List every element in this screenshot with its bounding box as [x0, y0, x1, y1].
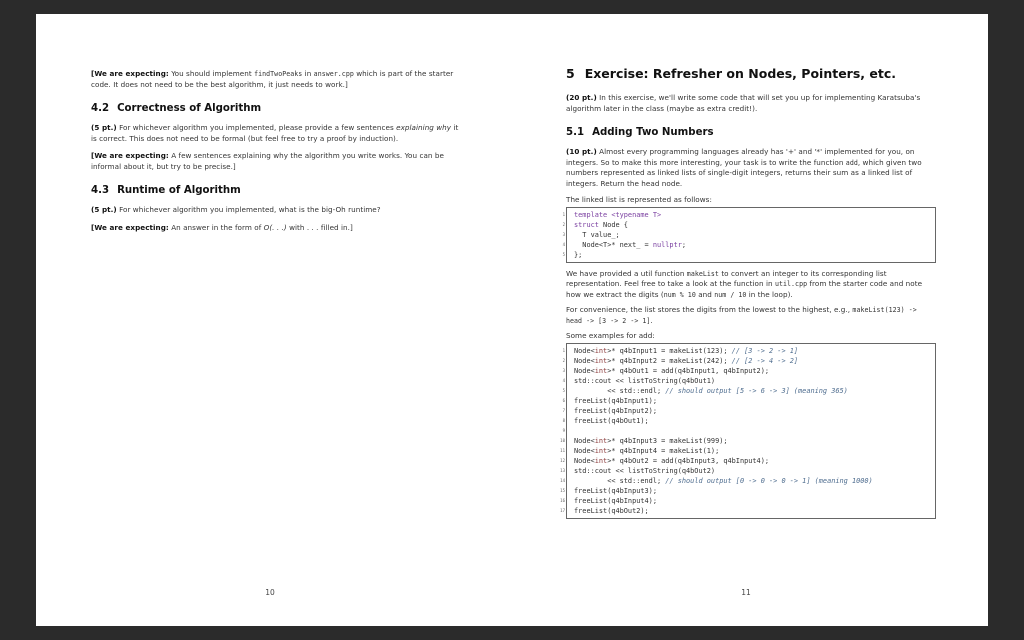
page-number: 10	[265, 588, 275, 597]
code-line	[560, 506, 931, 516]
line-number: 3	[562, 367, 565, 373]
code-token: Node<	[574, 436, 595, 445]
function-name-add: add	[845, 158, 858, 167]
section-heading-5: 5 Exercise: Refresher on Nodes, Pointers, etc.	[566, 66, 896, 81]
paragraph-makelist-util: We have provided a util function makeList to convert an integer to its corresponding list representation. Feel free to take a look at the function in util.cpp from the starter code and note how we extract the digits (num % 10 and num / 10 in the loop).	[566, 268, 923, 299]
points-label: (5 pt.)	[91, 123, 117, 132]
line-number: 16	[560, 497, 565, 503]
code-line	[562, 416, 931, 426]
code-token: freeList(q4bInput2);	[574, 406, 657, 415]
code-token: Node<	[574, 456, 595, 465]
expectation-note-findtwopeaks: [We are expecting: You should implement findTwoPeaks in answer.cpp which is part of the starter code. It does not need to be the best algorithm, it just needs to work.]	[91, 69, 454, 89]
code-token: // should output [0 -> 0 -> 0 -> 1] (meaning 1000)	[665, 476, 873, 485]
line-number: 9	[562, 427, 565, 433]
function-name-makelist: makeList	[686, 269, 719, 278]
code-token: freeList(q4bOut1);	[574, 416, 649, 425]
line-number: 8	[562, 417, 565, 423]
code-token: freeList(q4bInput4);	[574, 496, 657, 505]
expectation-note-correctness: [We are expecting: A few sentences explaining why the algorithm you write works. You can be informal about it, but try to be precise.]	[91, 151, 444, 171]
code-token: int	[594, 446, 608, 455]
line-number: 1	[562, 347, 565, 353]
examples-intro: Some examples for add:	[566, 331, 655, 340]
code-token: Node<	[574, 346, 595, 355]
code-line	[562, 240, 931, 250]
document-spread	[36, 14, 988, 626]
code-line	[562, 220, 931, 230]
line-number: 4	[562, 241, 565, 247]
code-token: std::cout << listToString(q4bOut2)	[574, 466, 716, 475]
code-line	[562, 250, 931, 260]
section-heading-4-3: 4.3 Runtime of Algorithm	[91, 185, 241, 196]
code-line	[562, 426, 931, 436]
right-column	[560, 66, 936, 525]
left-column	[91, 69, 463, 233]
code-line	[560, 436, 931, 446]
line-number: 5	[562, 251, 565, 257]
code-token: std::cout << listToString(q4bOut1)	[574, 376, 716, 385]
line-number: 11	[560, 447, 565, 453]
code-line	[562, 406, 931, 416]
filename-util-cpp: util.cpp	[774, 280, 808, 288]
code-token: int	[594, 346, 608, 355]
code-line	[562, 230, 931, 240]
page-left	[36, 14, 512, 626]
code-line	[562, 346, 931, 356]
code-token: freeList(q4bOut2);	[574, 506, 649, 515]
code-token: // [3 -> 2 -> 1]	[731, 346, 799, 355]
code-token: >* q4bInput1 = makeList(123);	[607, 346, 732, 355]
line-number: 5	[562, 387, 565, 393]
linked-list-intro: The linked list is represented as follows:	[566, 195, 712, 204]
filename-answer-cpp: answer.cpp	[313, 70, 354, 78]
code-token: << std::endl;	[574, 476, 666, 485]
example-makelist: makeList(123) -> head -> [3 -> 2 -> 1]	[566, 306, 917, 325]
code-line	[560, 456, 931, 466]
paragraph-intro: (20 pt.) In this exercise, we'll write some code that will set you up for implementing Karatsuba's algorithm later in the class (maybe as extra credit!).	[566, 93, 921, 113]
line-number: 4	[562, 377, 565, 383]
code-token: nullptr	[652, 240, 682, 249]
code-line	[562, 396, 931, 406]
line-number: 2	[562, 221, 565, 227]
code-token: >* q4bInput2 = makeList(242);	[607, 356, 732, 365]
code-token: ;	[681, 240, 687, 249]
expecting-label: [We are expecting:	[91, 222, 169, 232]
line-number: 12	[560, 457, 565, 463]
section-heading-4-2: 4.2 Correctness of Algorithm	[91, 103, 262, 114]
code-token: >* q4bOut1 = add(q4bInput1, q4bInput2);	[607, 366, 769, 375]
code-token: >* q4bInput3 = makeList(999);	[607, 436, 728, 445]
code-token: Node<	[574, 366, 595, 375]
code-token: int	[594, 436, 608, 445]
code-token: // [2 -> 4 -> 2]	[731, 356, 799, 365]
section-heading-5-1: 5.1 Adding Two Numbers	[566, 127, 714, 138]
code-block-add-examples	[560, 343, 936, 519]
code-line	[560, 496, 931, 506]
code-line	[560, 466, 931, 476]
paragraph-adding-two-numbers: (10 pt.) Almost every programming languages already has '+' and '*' implemented for you, on integers. So to make this more interesting, your task is to write the function add, which given two numbers represented as linked lists of single-digit integers, returns their sum as a linked list of integers. Return the head node.	[566, 147, 922, 188]
code-token: >* q4bOut2 = add(q4bInput3, q4bInput4);	[607, 456, 769, 465]
points-label: (10 pt.)	[566, 147, 597, 156]
code-token: freeList(q4bInput1);	[574, 396, 657, 405]
expecting-label: [We are expecting:	[91, 151, 169, 160]
line-number: 1	[562, 211, 565, 217]
code-block-node-struct	[562, 207, 936, 263]
code-line	[560, 476, 931, 486]
code-line	[562, 356, 931, 366]
code-token: int	[594, 456, 608, 465]
expecting-label: [We are expecting:	[91, 69, 169, 78]
code-token: };	[574, 250, 583, 259]
code-token: << std::endl;	[574, 386, 666, 395]
line-number: 17	[560, 507, 565, 513]
code-token: Node<	[574, 356, 595, 365]
page-number: 11	[741, 588, 751, 597]
points-label: (5 pt.)	[91, 205, 117, 214]
line-number: 3	[562, 231, 565, 237]
expectation-note-runtime: [We are expecting: An answer in the form of O(. . .) with . . . filled in.]	[91, 222, 353, 232]
code-token: Node {	[598, 220, 628, 229]
code-token: Node<	[574, 446, 595, 455]
page-right	[512, 14, 988, 626]
code-token: freeList(q4bInput3);	[574, 486, 657, 495]
function-name-findtwopeaks: findTwoPeaks	[254, 70, 303, 78]
code-line	[562, 366, 931, 376]
code-token: T value_;	[574, 230, 620, 239]
code-line	[562, 386, 931, 396]
code-token: int	[594, 366, 608, 375]
line-number: 14	[560, 477, 565, 483]
paragraph-correctness: (5 pt.) For whichever algorithm you implemented, please provide a few sentences explaining why it is correct. This does not need to be formal (but feel free to try a proof by induction).	[91, 123, 459, 143]
code-token: >* q4bInput4 = makeList(1);	[607, 446, 720, 455]
code-token: Node<T>* next_ =	[574, 240, 653, 249]
code-token: // should output [5 -> 6 -> 3] (meaning 365)	[665, 386, 848, 395]
line-number: 2	[562, 357, 565, 363]
code-line	[560, 486, 931, 496]
paragraph-digit-order: For convenience, the list stores the digits from the lowest to the highest, e.g., makeList(123) -> head -> [3 -> 2 -> 1].	[566, 305, 917, 325]
paragraph-runtime: (5 pt.) For whichever algorithm you implemented, what is the big-Oh runtime?	[91, 205, 381, 214]
line-number: 10	[560, 437, 565, 443]
code-token: struct	[574, 220, 599, 229]
code-token: template <typename T>	[574, 210, 662, 219]
line-number: 15	[560, 487, 565, 493]
code-token: int	[594, 356, 608, 365]
line-number: 7	[562, 407, 565, 413]
points-label: (20 pt.)	[566, 93, 597, 102]
code-line	[562, 376, 931, 386]
line-number: 13	[560, 467, 565, 473]
code-line	[560, 446, 931, 456]
code-token	[574, 427, 578, 435]
code-line	[562, 210, 931, 220]
line-number: 6	[562, 397, 565, 403]
